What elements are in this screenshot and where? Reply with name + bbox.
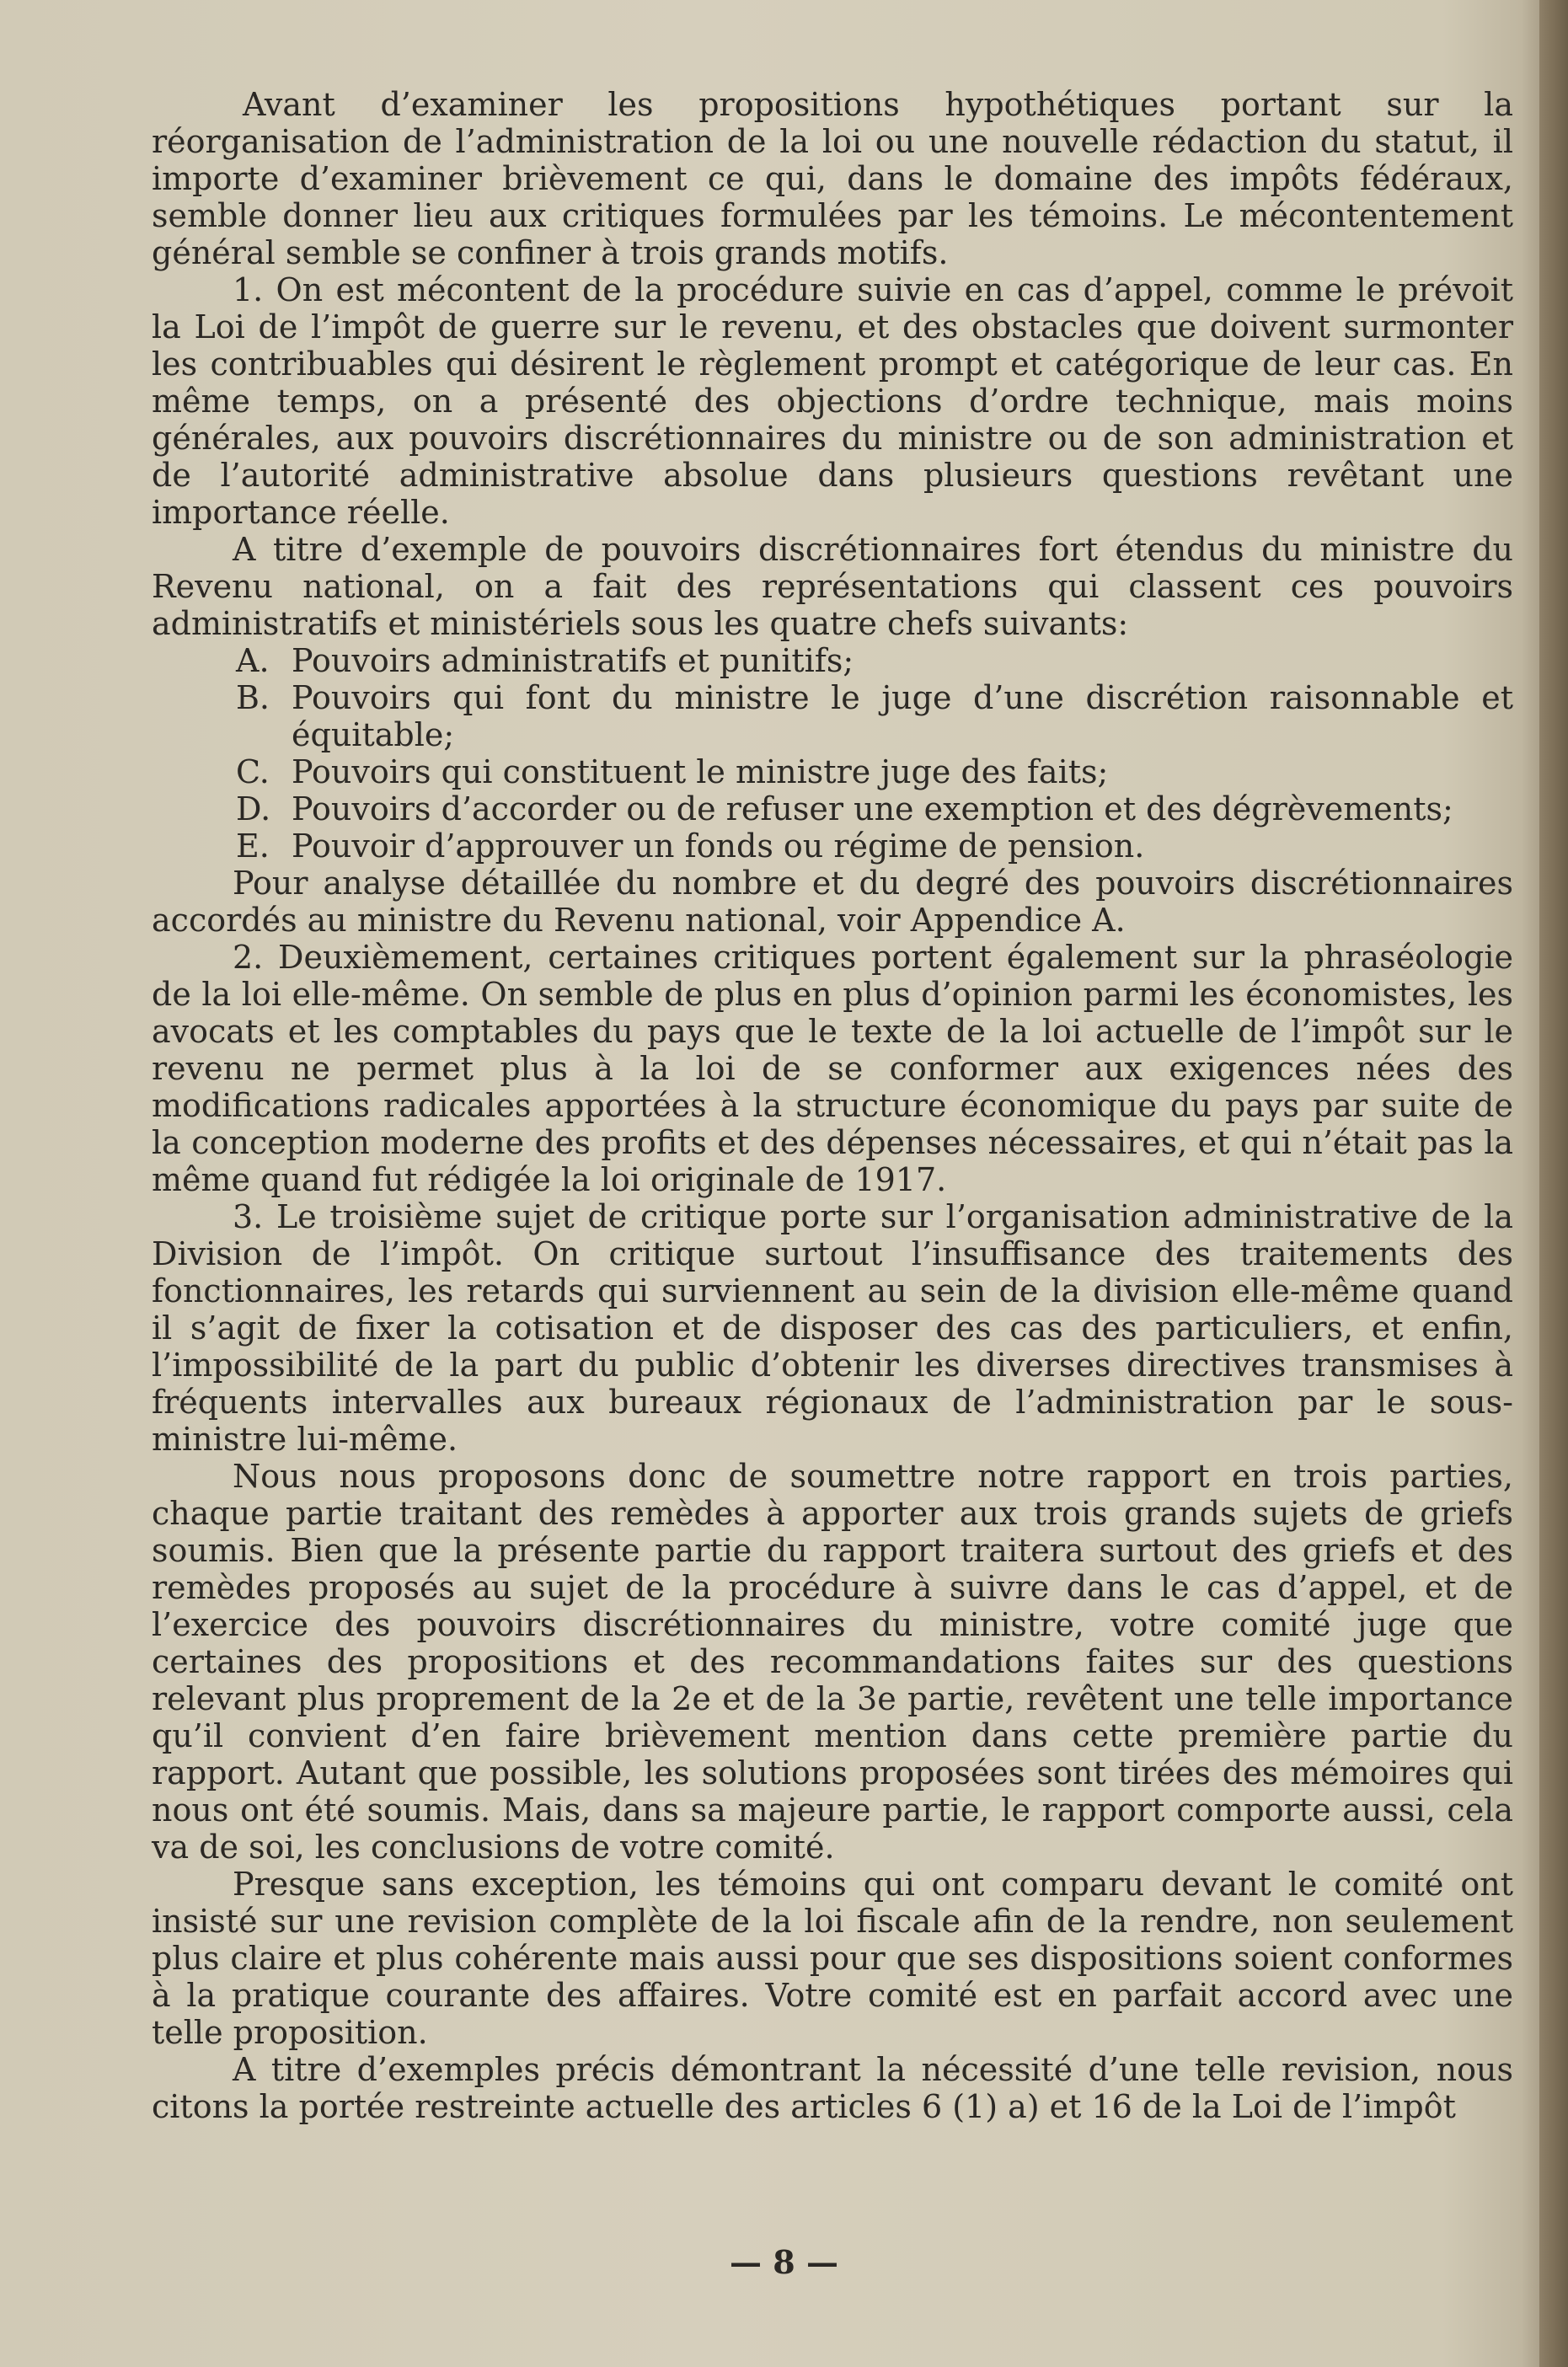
page-binding-edge (1539, 0, 1568, 2367)
paragraph-point-3: 3. Le troisième sujet de critique porte sur l’organisation administrative de la Division de l’impôt. On critique surtout l’insuffisance des traitements des fonctionnaires, les retards qui surviennent au sein de la division elle-même quand il s’agit de fixer la cotisation et de disposer des cas des particuliers, et enfin, l’impossibilité de la part du public d’obtenir les diverses directives transmises à fréquents intervalles aux bureaux régionaux de l’administration par le sous-ministre lui-même. (152, 1198, 1513, 1458)
list-item (152, 679, 1513, 753)
list-item (152, 753, 1513, 790)
powers-list (152, 642, 1513, 865)
document-body (152, 86, 1513, 2125)
paragraph-examples-intro: A titre d’exemple de pouvoirs discrétionnaires fort étendus du ministre du Revenu national, on a fait des représentations qui classent ces pouvoirs administratifs et ministériels sous les quatre chefs suivants: (152, 531, 1513, 642)
list-letter: E. (236, 827, 270, 865)
list-text: Pouvoirs d’accorder ou de refuser une exemption et des dégrèvements; (292, 790, 1453, 827)
list-item (152, 790, 1513, 827)
paragraph-examples: A titre d’exemples précis démontrant la nécessité d’une telle revision, nous citons la portée restreinte actuelle des articles 6 (1) a) et 16 de la Loi de l’impôt (152, 2051, 1513, 2125)
paragraph-point-2: 2. Deuxièmement, certaines critiques portent également sur la phraséologie de la loi elle-même. On semble de plus en plus d’opinion parmi les économistes, les avocats et les comptables du pays que le texte de la loi actuelle de l’impôt sur le revenu ne permet plus à la loi de se conformer aux exigences nées des modifications radicales apportées à la structure économique du pays par suite de la conception moderne des profits et des dépenses nécessaires, et qui n’était pas la même quand fut rédigée la loi originale de 1917. (152, 939, 1513, 1198)
list-text: Pouvoirs administratifs et punitifs; (292, 642, 854, 679)
paragraph-report-plan: Nous nous proposons donc de soumettre notre rapport en trois parties, chaque partie traitant des remèdes à apporter aux trois grands sujets de griefs soumis. Bien que la présente partie du rapport traitera surtout des griefs et des remèdes proposés au sujet de la procédure à suivre dans le cas d’appel, et de l’exercice des pouvoirs discrétionnaires du ministre, votre comité juge que certaines des propositions et des recommandations faites sur des questions relevant plus proprement de la 2e et de la 3e partie, revêtent une telle importance qu’il convient d’en faire brièvement mention dans cette première partie du rapport. Autant que possible, les solutions proposées sont tirées des mémoires qui nous ont été soumis. Mais, dans sa majeure partie, le rapport comporte aussi, cela va de soi, les conclusions de votre comité. (152, 1458, 1513, 1866)
list-item (152, 827, 1513, 865)
paragraph-intro: Avant d’examiner les propositions hypothétiques portant sur la réorganisation de l’administration de la loi ou une nouvelle rédaction du statut, il importe d’examiner brièvement ce qui, dans le domaine des impôts fédéraux, semble donner lieu aux critiques formulées par les témoins. Le mécontentement général semble se confiner à trois grands motifs. (152, 86, 1513, 271)
list-letter: D. (236, 790, 271, 827)
list-letter: C. (236, 753, 270, 790)
paragraph-appendix-reference: Pour analyse détaillée du nombre et du degré des pouvoirs discrétionnaires accordés au ministre du Revenu national, voir Appendice A. (152, 865, 1513, 939)
paragraph-point-1: 1. On est mécontent de la procédure suivie en cas d’appel, comme le prévoit la Loi de l’impôt de guerre sur le revenu, et des obstacles que doivent surmonter les contribuables qui désirent le règlement prompt et catégorique de leur cas. En même temps, on a présenté des objections d’ordre technique, mais moins générales, aux pouvoirs discrétionnaires du ministre ou de son administration et de l’autorité administrative absolue dans plusieurs questions revêtant une importance réelle. (152, 271, 1513, 531)
list-text: Pouvoirs qui font du ministre le juge d’une discrétion raisonnable et équitable; (292, 679, 1513, 753)
list-letter: A. (236, 642, 270, 679)
list-item (152, 642, 1513, 679)
list-letter: B. (236, 679, 270, 716)
list-text: Pouvoir d’approuver un fonds ou régime de pension. (292, 827, 1145, 865)
paragraph-revision: Presque sans exception, les témoins qui ont comparu devant le comité ont insisté sur une revision complète de la loi fiscale afin de la rendre, non seulement plus claire et plus cohérente mais aussi pour que ses dispositions soient conformes à la pratique courante des affaires. Votre comité est en parfait accord avec une telle proposition. (152, 1866, 1513, 2051)
list-text: Pouvoirs qui constituent le ministre juge des faits; (292, 753, 1109, 790)
page-number: — 8 — (730, 2243, 838, 2281)
